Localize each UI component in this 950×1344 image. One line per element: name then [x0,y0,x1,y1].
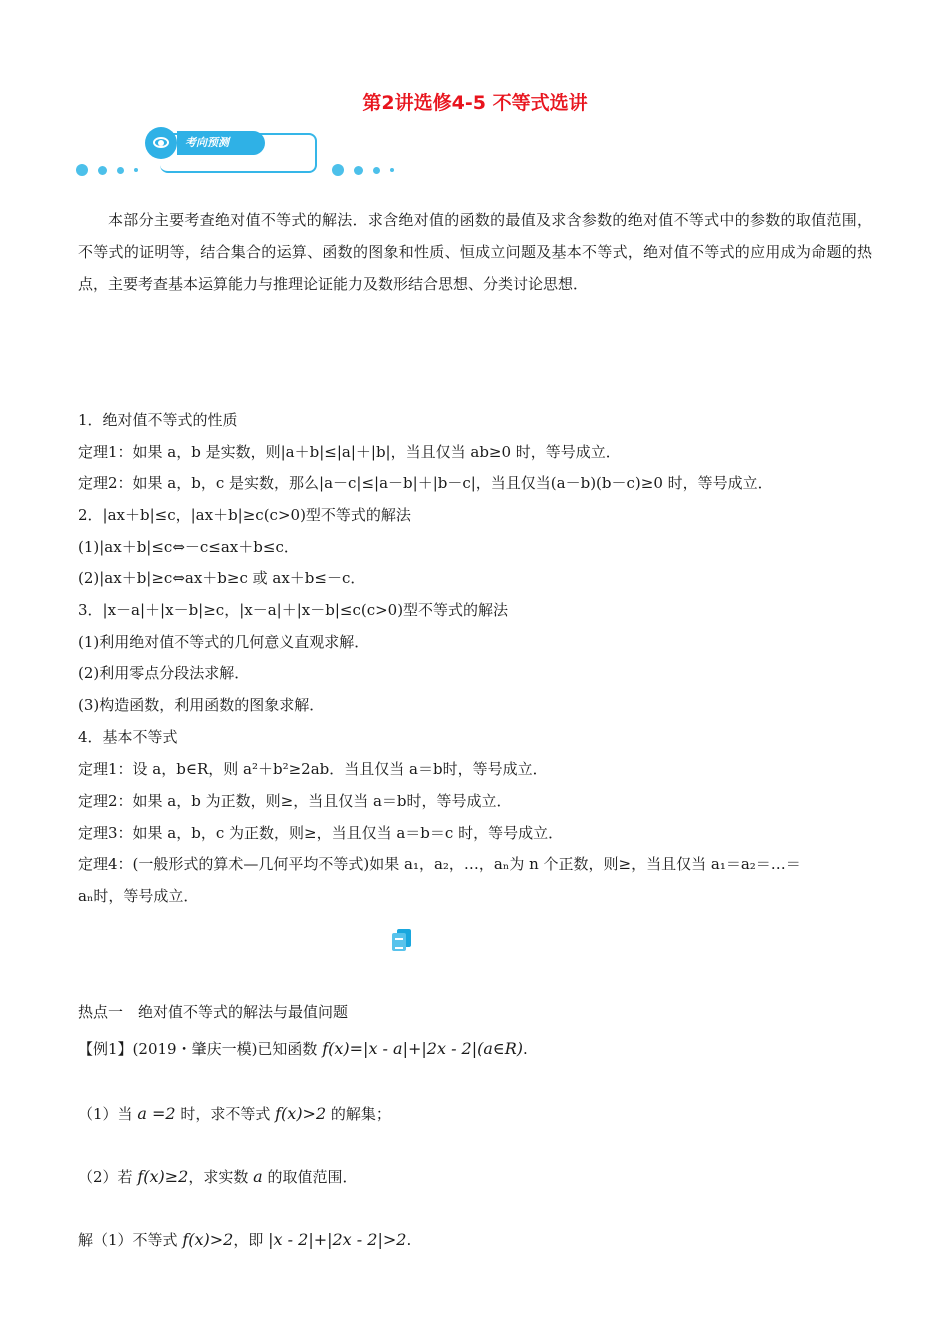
document-icon [392,929,412,951]
q2-math: a [253,1167,263,1186]
text-line: 4．基本不等式 [78,728,178,746]
q2-text: ，求实数 [188,1168,249,1186]
example-prefix: 【例1】(2019・肇庆一模)已知函数 [78,1040,318,1058]
sol-text: ，即 [233,1231,264,1249]
example-formula: f(x)=|x - a|+|2x - 2|(a∈R) [322,1039,524,1058]
text-line: 3．|x－a|＋|x－b|≥c，|x－a|＋|x－b|≤c(c>0)型不等式的解法 [78,601,509,619]
text-line: 1．绝对值不等式的性质 [78,411,238,429]
text-line: 定理2：如果 a，b 为正数，则≥，当且仅当 a＝b时，等号成立． [78,792,512,810]
text-line: 定理1：如果 a，b 是实数，则|a＋b|≤|a|＋|b|，当且仅当 ab≥0 时，等号成立． [78,443,621,461]
text-line: 定理4：(一般形式的算术—几何平均不等式)如果 a₁，a₂，…，aₙ为 n 个正数，则≥，当且仅当 a₁＝a₂＝…＝ [78,855,801,873]
text-line: (3)构造函数，利用函数的图象求解． [78,696,325,714]
sol-math: f(x)>2 [182,1230,234,1249]
q1-math: f(x)>2 [275,1104,327,1123]
eye-icon [145,127,177,159]
text-line: 定理2：如果 a，b，c 是实数，那么|a－c|≤|a－b|＋|b－c|，当且仅当(a－b)(b－c)≥0 时，等号成立． [78,474,773,492]
question-2 [78,1166,357,1187]
text-line: (1)利用绝对值不等式的几何意义直观求解． [78,633,370,651]
text-line: (2)利用零点分段法求解． [78,664,250,682]
text-line: (1)|ax＋b|≤c⇔－c≤ax＋b≤c． [78,538,299,556]
hotspot-heading: 热点一 绝对值不等式的解法与最值问题 [78,1003,349,1021]
q2-text: （2）若 [78,1168,133,1186]
intro-paragraph: 本部分主要考查绝对值不等式的解法．求含绝对值的函数的最值及求含参数的绝对值不等式中的参数的取值范围，不等式的证明等，结合集合的运算、函数的图象和性质、恒成立问题及基本不等式，绝对值不等式的应用成为命题的热点，主要考查基本运算能力与推理论证能力及数形结合思想、分类讨论思想． [78,211,872,293]
q1-math: a =2 [137,1104,176,1123]
text-line: 定理3：如果 a，b，c 为正数，则≥，当且仅当 a＝b＝c 时，等号成立． [78,824,564,842]
sol-text: . [406,1231,412,1249]
text-line: 定理1：设 a，b∈R，则 a²＋b²≥2ab．当且仅当 a＝b时，等号成立． [78,760,548,778]
q2-text: 的取值范围． [267,1168,358,1186]
badge-label: 考向预测 [177,131,265,155]
q1-text: （1）当 [78,1105,133,1123]
section-badge [145,127,320,175]
q1-text: 时，求不等式 [180,1105,271,1123]
sol-text: 解（1）不等式 [78,1231,178,1249]
question-1 [78,1103,391,1124]
decorative-dots-right [332,164,394,176]
q2-math: f(x)≥2 [137,1167,189,1186]
q1-text: 的解集； [330,1105,391,1123]
sol-math: |x - 2|+|2x - 2|>2 [268,1230,407,1249]
example-line [78,1038,528,1059]
solution-line [78,1229,411,1250]
decorative-dots-left [76,164,138,176]
page-title: 第2讲选修4-5 不等式选讲 [362,92,588,114]
text-line: 2．|ax＋b|≤c，|ax＋b|≥c(c>0)型不等式的解法 [78,506,411,524]
example-end: . [523,1040,528,1058]
text-line: aₙ时，等号成立． [78,887,199,905]
text-line: (2)|ax＋b|≥c⇔ax＋b≥c 或 ax＋b≤－c． [78,569,366,587]
